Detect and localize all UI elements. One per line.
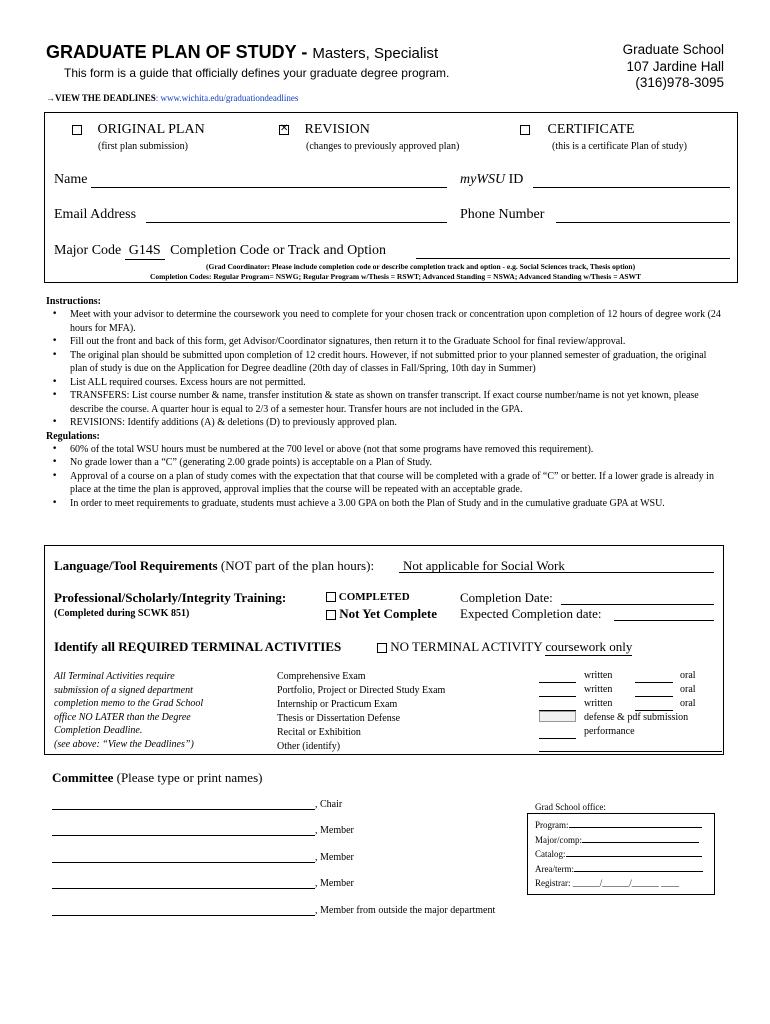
completed-checkbox[interactable] <box>326 592 336 602</box>
not-yet-option[interactable] <box>326 606 437 622</box>
email-field[interactable] <box>146 222 447 223</box>
program-field[interactable] <box>569 827 702 828</box>
instruction-item: • Fill out the front and back of this form, get Advisor/Coordinator signatures, then return it to the Graduate School for final review/approval. <box>46 335 726 349</box>
revision-note: (changes to previously approved plan) <box>306 141 460 152</box>
certificate-note: (this is a certificate Plan of study) <box>552 141 687 152</box>
oral-label: oral <box>680 698 696 709</box>
deadline-link[interactable]: : www.wichita.edu/graduationdeadlines <box>155 93 299 103</box>
email-label: Email Address <box>54 207 137 222</box>
original-checkbox[interactable] <box>72 125 82 135</box>
coordinator-note: (Grad Coordinator: Please include completion code or describe completion track and option - e.g. Social Sciences track, Thesis option) <box>206 262 636 271</box>
oral-label: oral <box>680 670 696 681</box>
deadline-line <box>46 93 298 103</box>
completed-label: COMPLETED <box>338 591 410 603</box>
plan-option-original[interactable] <box>72 122 205 138</box>
language-row <box>54 558 374 574</box>
registrar-tail[interactable]: ____ <box>661 878 679 888</box>
catalog-label: Catalog: <box>535 849 566 859</box>
school-name: Graduate School <box>622 42 724 57</box>
member-field[interactable] <box>52 862 315 863</box>
activities-list <box>277 670 445 754</box>
office-heading: Grad School office: <box>535 802 606 812</box>
committee-label: Committee <box>52 770 114 785</box>
instruction-item: • TRANSFERS: List course number & name, transfer institution & state as shown on transfer transcript. If exact course number/name is not yet known, please describe the course. A quarter hour is equal to 2/3 of a semester hour. Transfer hours are not included in the GPA. <box>46 389 726 416</box>
portfolio-oral-field[interactable] <box>635 696 673 697</box>
performance-label: performance <box>584 726 635 737</box>
defense-label: defense & pdf submission <box>584 712 689 723</box>
language-note: (NOT part of the plan hours): <box>217 558 375 573</box>
original-label: ORIGINAL PLAN <box>97 122 205 137</box>
member-field[interactable] <box>52 835 315 836</box>
activity-item: Thesis or Dissertation Defense <box>277 713 401 724</box>
phone-field[interactable] <box>556 222 730 223</box>
deadline-label: →VIEW THE DEADLINES <box>46 93 156 103</box>
revision-label: REVISION <box>304 122 370 137</box>
school-building: 107 Jardine Hall <box>626 58 724 74</box>
program-label: Program: <box>535 820 569 830</box>
activity-item: Other (identify) <box>277 741 341 752</box>
revision-checkbox[interactable] <box>279 125 289 135</box>
major-comp-label: Major/comp: <box>535 834 582 845</box>
wsu-id-label <box>460 172 523 188</box>
no-terminal-label: NO TERMINAL ACTIVITY <box>390 639 543 654</box>
regulations-list <box>46 443 726 511</box>
completion-date-field[interactable] <box>561 604 714 605</box>
member-label: , Member <box>315 878 354 889</box>
other-field[interactable] <box>539 751 722 752</box>
registrar-label[interactable]: Registrar: ______/______/______ <box>535 878 659 888</box>
committee-note: (Please type or print names) <box>113 770 263 785</box>
instruction-item: • REVISIONS: Identify additions (A) & deletions (D) to previously approved plan. <box>46 416 726 430</box>
instruction-item: • Meet with your advisor to determine the coursework you need to complete for your chosen track or concentration upon completion of 12 hours of degree work (24 hours for MFA). <box>46 308 726 335</box>
program-row <box>535 818 703 833</box>
page-title <box>46 42 438 63</box>
written-label: written <box>584 684 613 695</box>
regulation-item: • In order to meet requirements to graduate, students must achieve a 3.00 GPA on both the Plan of Study and in the cumulative graduate GPA at WSU. <box>46 497 726 511</box>
major-comp-row <box>535 833 703 848</box>
regulation-item: • No grade lower than a “C” (generating 2.00 grade points) is acceptable on a Plan of Study. <box>46 456 726 470</box>
regulation-item: • Approval of a course on a plan of study comes with the expectation that that course will be completed with a grade of “C” or better. If a lower grade is already in place at the time the plan is approved, approval implies that the course will be repeated with an acceptable grade. <box>46 470 726 497</box>
page-subtitle: This form is a guide that officially defines your graduate degree program. <box>64 66 450 80</box>
wsu-id-italic: myWSU <box>460 172 506 187</box>
comprehensive-oral-field[interactable] <box>635 682 673 683</box>
member-field[interactable] <box>52 888 315 889</box>
original-note: (first plan submission) <box>98 141 188 152</box>
committee-heading <box>52 770 262 786</box>
chair-field[interactable] <box>52 809 315 810</box>
area-term-field[interactable] <box>574 871 703 872</box>
activity-item: Portfolio, Project or Directed Study Exam <box>277 685 446 696</box>
area-term-row <box>535 862 703 877</box>
catalog-field[interactable] <box>566 856 702 857</box>
title-bold: GRADUATE PLAN OF STUDY - <box>46 42 313 62</box>
wsu-id-field[interactable] <box>533 187 730 188</box>
internship-oral-field[interactable] <box>635 710 673 711</box>
terminal-note-line: (see above: “View the Deadlines”) <box>54 738 194 750</box>
terminal-note-line: completion memo to the Grad School <box>54 698 204 709</box>
written-label: written <box>584 670 613 681</box>
major-code-text: G14S <box>128 243 161 258</box>
activity-item: Comprehensive Exam <box>277 671 366 682</box>
plan-option-certificate[interactable] <box>520 122 635 138</box>
terminal-note <box>54 670 203 751</box>
member-label: , Member <box>315 852 354 863</box>
training-label: Professional/Scholarly/Integrity Training: <box>54 590 287 605</box>
major-code-value[interactable] <box>125 243 165 260</box>
registrar-row <box>535 876 703 891</box>
no-terminal-link: coursework only <box>545 639 633 654</box>
certificate-label: CERTIFICATE <box>547 122 635 137</box>
oral-label: oral <box>680 684 696 695</box>
expected-date-label: Expected Completion date: <box>460 606 602 621</box>
thesis-defense-field[interactable] <box>539 711 576 722</box>
language-label: Language/Tool Requirements <box>54 558 218 573</box>
no-terminal-option[interactable] <box>377 639 632 656</box>
school-phone: (316)978-3095 <box>635 75 724 90</box>
terminal-label: Identify all REQUIRED TERMINAL ACTIVITIES <box>54 639 342 654</box>
plan-option-revision[interactable] <box>279 122 370 138</box>
expected-date-field[interactable] <box>614 620 714 621</box>
name-label: Name <box>54 172 88 187</box>
terminal-note-line: Completion Deadline. <box>54 725 143 736</box>
no-terminal-checkbox[interactable] <box>377 643 387 653</box>
completion-code-field[interactable] <box>416 258 730 259</box>
title-rest: Masters, Specialist <box>312 45 439 62</box>
certificate-checkbox[interactable] <box>520 125 530 135</box>
comprehensive-written-field[interactable] <box>539 682 576 683</box>
terminal-note-line: All Terminal Activities require <box>54 671 175 682</box>
major-comp-field[interactable] <box>582 842 699 843</box>
instructions-list <box>46 308 726 430</box>
catalog-row <box>535 847 703 862</box>
activity-item: Recital or Exhibition <box>277 727 361 738</box>
completion-codes-note: Completion Codes: Regular Program= NSWG; Regular Program w/Thesis = RSWT; Advanced Standing = NSWA; Advanced Standing w/Thesis = ASWT <box>150 272 642 281</box>
major-code-label: Major Code <box>54 243 122 258</box>
terminal-note-line: submission of a signed department <box>54 684 193 696</box>
not-yet-label: Not Yet Complete <box>339 606 437 621</box>
area-term-label: Area/term: <box>535 863 574 874</box>
completion-date-label: Completion Date: <box>460 590 553 605</box>
outside-member-label: , Member from outside the major department <box>315 905 496 916</box>
regulations-heading: Regulations: <box>46 430 100 442</box>
instructions-block <box>46 295 726 510</box>
outside-member-field[interactable] <box>52 915 315 916</box>
terminal-note-line: office NO LATER than the Degree <box>54 711 191 723</box>
completion-code-label: Completion Code or Track and Option <box>170 243 386 258</box>
instruction-item: • The original plan should be submitted upon completion of 12 credit hours. However, if not submitted prior to your planned semester of graduation, the original plan of study is due on the Application for Degree deadline (20th day of classes in Fall/Spring, 10th day in Summer) <box>46 349 726 376</box>
office-fields <box>535 818 703 891</box>
name-field[interactable] <box>91 187 447 188</box>
not-yet-checkbox[interactable] <box>326 610 336 620</box>
wsu-id-text: ID <box>505 172 524 187</box>
school-address <box>610 42 724 92</box>
major-code-row <box>54 243 386 260</box>
phone-label: Phone Number <box>460 207 545 222</box>
instructions-heading: Instructions: <box>46 296 102 307</box>
language-value: Not applicable for Social Work <box>403 558 565 573</box>
portfolio-written-field[interactable] <box>539 696 576 697</box>
member-label: , Member <box>315 825 354 836</box>
activity-item: Internship or Practicum Exam <box>277 699 398 710</box>
regulation-item: • 60% of the total WSU hours must be numbered at the 700 level or above (not that some programs have removed this requirement). <box>46 443 726 457</box>
instruction-item: • List ALL required courses. Excess hours are not permitted. <box>46 376 726 390</box>
chair-label: , Chair <box>315 799 343 810</box>
training-note: (Completed during SCWK 851) <box>54 608 190 619</box>
written-label: written <box>584 698 613 709</box>
completed-option[interactable] <box>326 591 410 603</box>
recital-field[interactable] <box>539 738 576 739</box>
